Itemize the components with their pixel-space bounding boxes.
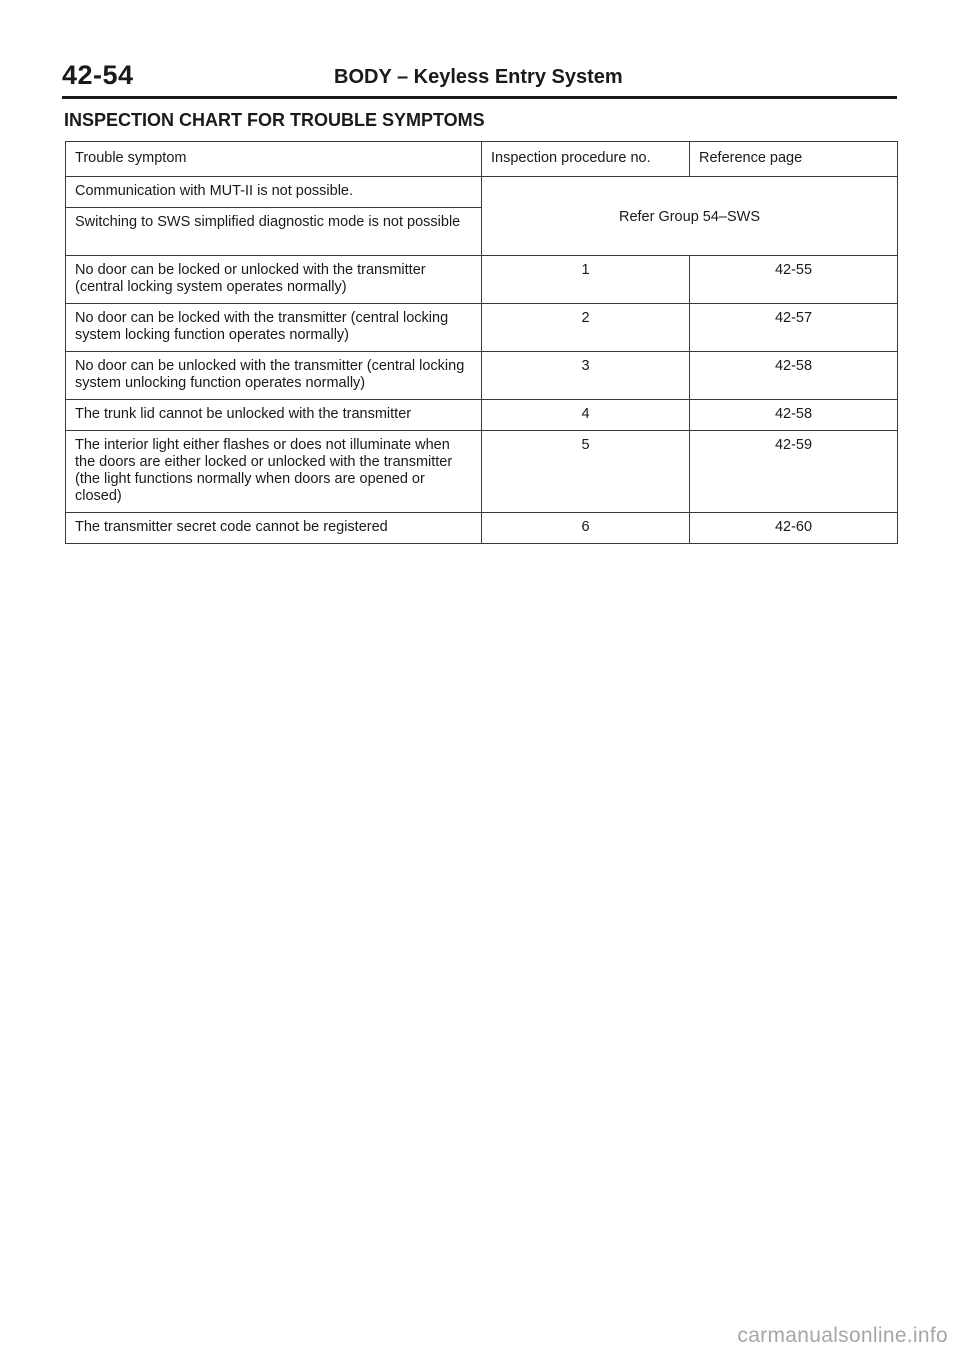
symptom-cell: No door can be locked with the transmitter (central locking system locking function operates normally) xyxy=(66,304,482,352)
table-row xyxy=(66,352,898,400)
reference-cell: 42-60 xyxy=(690,513,898,544)
table-row xyxy=(66,177,898,208)
table-row xyxy=(66,431,898,513)
symptom-cell: The interior light either flashes or does not illuminate when the doors are either locked or unlocked with the transmitter (the light functions normally when doors are opened or closed) xyxy=(66,431,482,513)
table-row xyxy=(66,256,898,304)
symptom-cell: No door can be unlocked with the transmitter (central locking system unlocking function operates normally) xyxy=(66,352,482,400)
symptom-cell: The transmitter secret code cannot be registered xyxy=(66,513,482,544)
symptom-cell: No door can be locked or unlocked with the transmitter (central locking system operates normally) xyxy=(66,256,482,304)
column-header-reference: Reference page xyxy=(690,142,898,177)
reference-cell: 42-57 xyxy=(690,304,898,352)
section-title: INSPECTION CHART FOR TROUBLE SYMPTOMS xyxy=(64,110,485,130)
footer-watermark: carmanualsonline.info xyxy=(737,1324,948,1347)
procedure-cell: 2 xyxy=(482,304,690,352)
procedure-cell: 3 xyxy=(482,352,690,400)
reference-cell: 42-58 xyxy=(690,400,898,431)
page-number: 42-54 xyxy=(62,60,134,90)
inspection-chart-table xyxy=(65,141,898,544)
symptom-cell: Switching to SWS simplified diagnostic mode is not possible xyxy=(66,208,482,256)
reference-cell: 42-59 xyxy=(690,431,898,513)
column-header-procedure: Inspection procedure no. xyxy=(482,142,690,177)
symptom-cell: Communication with MUT-II is not possible. xyxy=(66,177,482,208)
merged-reference-cell: Refer Group 54–SWS xyxy=(482,177,898,256)
reference-cell: 42-55 xyxy=(690,256,898,304)
table-row xyxy=(66,400,898,431)
table-row xyxy=(66,513,898,544)
symptom-cell: The trunk lid cannot be unlocked with the transmitter xyxy=(66,400,482,431)
procedure-cell: 1 xyxy=(482,256,690,304)
procedure-cell: 6 xyxy=(482,513,690,544)
table-header-row xyxy=(66,142,898,177)
page-header xyxy=(62,58,897,99)
header-title: BODY – Keyless Entry System xyxy=(334,66,623,88)
procedure-cell: 5 xyxy=(482,431,690,513)
column-header-symptom: Trouble symptom xyxy=(66,142,482,177)
table-row xyxy=(66,304,898,352)
procedure-cell: 4 xyxy=(482,400,690,431)
reference-cell: 42-58 xyxy=(690,352,898,400)
